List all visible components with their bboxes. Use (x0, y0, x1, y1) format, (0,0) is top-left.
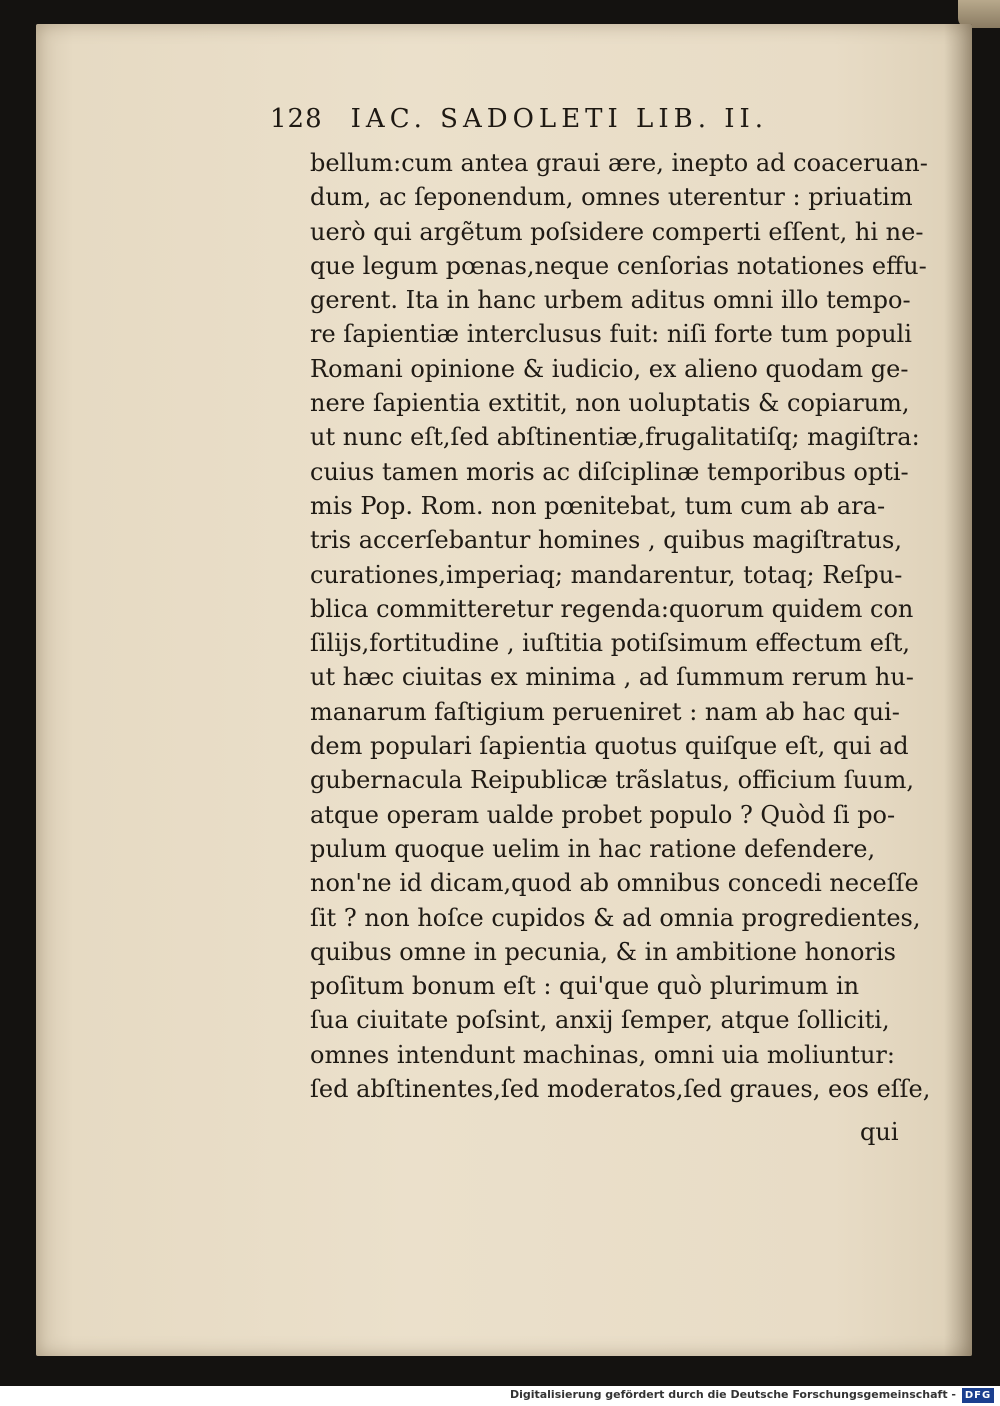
text-line: ſit ? non hoſce cupidos & ad omnia progredientes, (310, 903, 921, 932)
text-line: uerò qui argẽtum poſsidere comperti eſſent, hi ne- (310, 217, 924, 246)
text-line: blica committeretur regenda:quorum quidem con (310, 594, 914, 623)
text-line: mis Pop. Rom. non pœnitebat, tum cum ab ara- (310, 491, 886, 520)
page-number: 128 (270, 104, 323, 134)
text-line: cuius tamen moris ac diſciplinæ temporibus opti- (310, 457, 909, 486)
text-line: dem populari ſapientia quotus quiſque eſt, qui ad (310, 732, 909, 761)
text-line: que legum pœnas,neque cenſorias notationes effu- (310, 251, 927, 280)
text-line: gubernacula Reipublicæ trãslatus, officium ſuum, (310, 766, 914, 795)
text-line: re ſapientiæ interclusus fuit: niſi forte tum populi (310, 320, 912, 349)
text-line: curationes,imperiaq; mandarentur, totaq; Reſpu- (310, 560, 903, 589)
text-line: ſua ciuitate poſsint, anxij ſemper, atque ſolliciti, (310, 1006, 890, 1035)
text-line: dum, ac ſeponendum, omnes uterentur : priuatim (310, 183, 913, 212)
text-line: quibus omne in pecunia, & in ambitione honoris (310, 937, 896, 966)
footer-bar (0, 1386, 1000, 1406)
text-line: gerent. Ita in hanc urbem aditus omni illo tempo- (310, 286, 911, 315)
text-line: pulum quoque uelim in hac ratione defendere, (310, 834, 876, 863)
text-line: nere ſapientia extitit, non uoluptatis & copiarum, (310, 389, 910, 418)
text-line: Romani opinione & iudicio, ex alieno quodam ge- (310, 354, 909, 383)
text-line: ut nunc eſt,ſed abſtinentiæ,frugalitatiſq; magiſtra: (310, 423, 920, 452)
text-line: tris accerſebantur homines , quibus magiſtratus, (310, 526, 902, 555)
running-head (270, 104, 890, 144)
text-line: ut hæc ciuitas ex minima , ad ſummum rerum hu- (310, 663, 914, 692)
catchword: qui (860, 1118, 899, 1146)
dfg-logo: DFG (962, 1388, 994, 1403)
text-line: bellum:cum antea graui ære, inepto ad coaceruan- (310, 149, 928, 177)
body-text (310, 146, 930, 1106)
running-title: IAC. SADOLETI LIB. II. (350, 104, 769, 134)
page-edge-shadow (944, 24, 972, 1356)
text-line: atque operam ualde probet populo ? Quòd ſi po- (310, 800, 896, 829)
text-line: ſed abſtinentes,ſed moderatos,ſed graues, eos eſſe, (310, 1075, 930, 1104)
text-line: omnes intendunt machinas, omni uia moliuntur: (310, 1040, 895, 1069)
text-line: ſilijs,fortitudine , iuſtitia potiſsimum effectum eſt, (310, 629, 911, 658)
text-line: poſitum bonum eſt : qui'que quò plurimum in (310, 972, 860, 1001)
text-line: non'ne id dicam,quod ab omnibus concedi neceſſe (310, 869, 919, 898)
text-line: manarum faſtigium perueniret : nam ab hac qui- (310, 697, 900, 726)
funding-credit: Digitalisierung gefördert durch die Deutsche Forschungsgemeinschaft - (509, 1388, 956, 1401)
